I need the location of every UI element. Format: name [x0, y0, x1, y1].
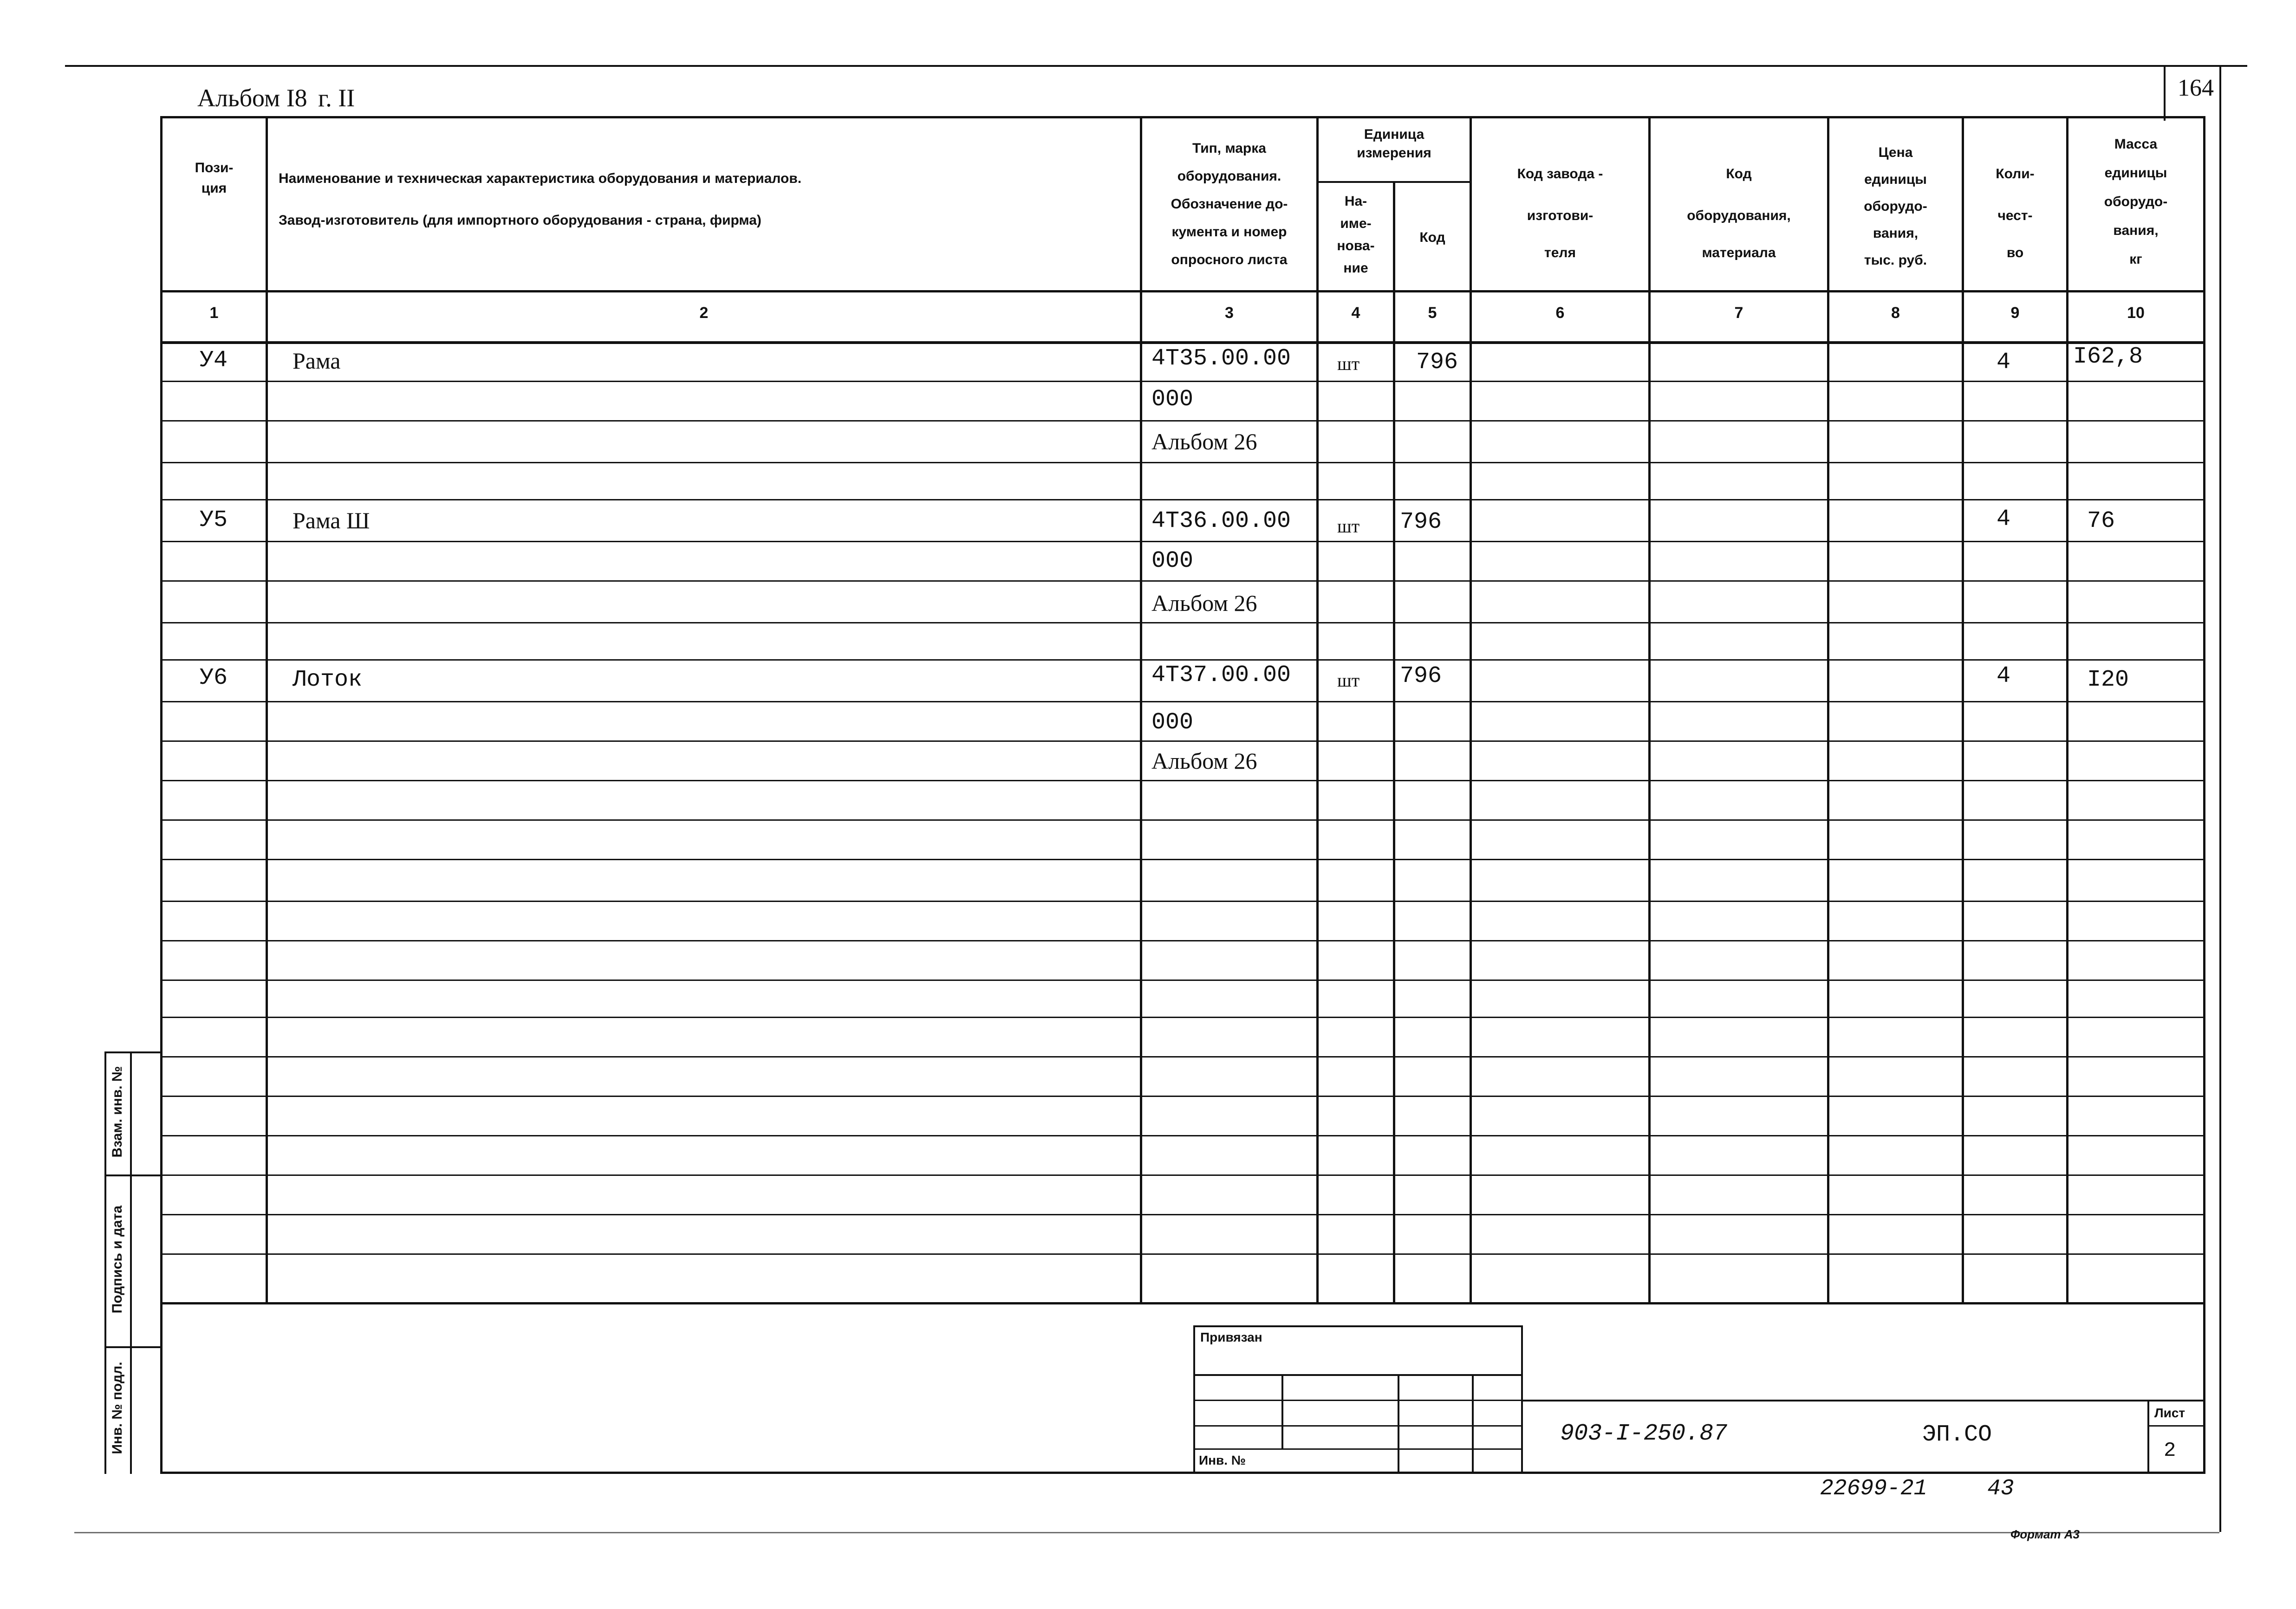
item-unit-code: 796 [1400, 509, 1442, 535]
col-number-8: 8 [1891, 304, 1900, 322]
bound-label: Привязан [1200, 1330, 1262, 1344]
title-block-top [1523, 1400, 2203, 1401]
row-rule [163, 1056, 2203, 1058]
side-stamp-mid [130, 1051, 132, 1474]
row-rule [163, 780, 2203, 781]
header-col7: Код оборудования, материала [1687, 166, 1791, 260]
col-number-4: 4 [1351, 304, 1360, 322]
col-line-1 [266, 116, 268, 1304]
doc-mark: ЭП.СО [1922, 1421, 1992, 1448]
header-unit-group: Единица измерения [1357, 127, 1431, 161]
header-col2: Наименование и техническая характеристика оборудования и материалов. Завод-изготовитель (для импортного оборудования - страна, фирма) [279, 171, 802, 228]
col-line-5 [1470, 116, 1472, 1304]
row-rule [163, 940, 2203, 941]
row-rule [163, 980, 2203, 981]
col-number-10: 10 [2127, 304, 2145, 322]
row-rule [163, 901, 2203, 902]
row-rule [163, 1135, 2203, 1136]
item-unit: шт [1337, 353, 1360, 374]
item-name: Рама [293, 348, 341, 374]
item-mass: I62,8 [2073, 344, 2143, 370]
item-position: У6 [200, 665, 228, 691]
frame-bottom [160, 1472, 2203, 1474]
item-mass: I20 [2087, 667, 2129, 693]
album-number: Альбом I8 [197, 84, 307, 112]
item-unit-code: 796 [1400, 663, 1442, 689]
row-rule [163, 740, 2203, 742]
row-rule [163, 1253, 2203, 1255]
header-col6: Код завода - изготови- теля [1517, 166, 1603, 260]
row-rule [163, 580, 2203, 582]
sheet-box-left [2147, 1400, 2149, 1474]
col-number-1: 1 [209, 304, 219, 322]
header-col5: Код [1419, 230, 1445, 245]
sheet-label: Лист [2154, 1406, 2185, 1420]
item-designation-code: 000 [1151, 548, 1194, 574]
item-unit-code: 796 [1416, 349, 1458, 376]
col-number-2: 2 [699, 304, 709, 322]
bound-vline3 [1472, 1374, 1474, 1474]
item-position: У5 [200, 507, 228, 533]
row-rule [163, 381, 2203, 382]
row-rule [163, 819, 2203, 821]
side-label-replaced-inv: Взам. инв. № [110, 1066, 125, 1158]
unit-group-divider [1316, 181, 1472, 183]
row-rule [163, 622, 2203, 623]
col-line-3 [1316, 116, 1319, 1304]
item-mass: 76 [2087, 508, 2115, 534]
item-name: Рама Ш [293, 507, 370, 533]
bound-vline2 [1398, 1374, 1399, 1474]
item-album: Альбом 26 [1151, 428, 1257, 454]
col-number-3: 3 [1225, 304, 1234, 322]
item-designation: 4Т35.00.00 [1151, 345, 1291, 372]
row-rule [163, 1096, 2203, 1097]
format-label: Формат А3 [2010, 1527, 2080, 1541]
right-frame [2219, 65, 2221, 1532]
header-col1: Пози- ция [195, 160, 234, 196]
album-volume: г. II [318, 84, 355, 112]
page-number-box-left [2164, 65, 2166, 121]
doc-code: 903-I-250.87 [1560, 1421, 1728, 1447]
item-album: Альбом 26 [1151, 590, 1257, 616]
item-album: Альбом 26 [1151, 748, 1257, 774]
row-rule [163, 420, 2203, 422]
body-bottom [160, 1302, 2203, 1304]
item-unit: шт [1337, 516, 1360, 537]
header-col9: Коли- чест- во [1996, 166, 2035, 260]
item-designation-code: 000 [1151, 386, 1194, 413]
col-line-2 [1140, 116, 1142, 1304]
item-quantity: 4 [1997, 349, 2011, 376]
bound-vline1 [1281, 1374, 1283, 1448]
side-label-original-inv: Инв. № подл. [110, 1362, 125, 1454]
col-number-5: 5 [1428, 304, 1437, 322]
col-number-6: 6 [1555, 304, 1565, 322]
row-rule [163, 499, 2203, 500]
header-col4: На- име- нова- ние [1337, 194, 1375, 276]
inv-label: Инв. № [1199, 1453, 1246, 1467]
row-rule [163, 701, 2203, 702]
col-line-7 [1827, 116, 1829, 1304]
item-designation-code: 000 [1151, 709, 1194, 736]
top-rule [65, 65, 2247, 67]
col-line-6 [1648, 116, 1651, 1304]
col-number-9: 9 [2010, 304, 2020, 322]
item-unit: шт [1337, 670, 1360, 691]
item-designation: 4Т36.00.00 [1151, 508, 1291, 534]
item-name: Лоток [293, 667, 363, 693]
col-line-9 [2066, 116, 2068, 1304]
header-col10: Масса единицы оборудо- вания, кг [2104, 136, 2168, 267]
bottom-rule [74, 1532, 2219, 1533]
bottom-reference-page: 43 [1987, 1476, 2014, 1501]
side-stamp-left [104, 1051, 106, 1474]
side-label-signature-date: Подпись и дата [110, 1205, 125, 1314]
col-number-7: 7 [1734, 304, 1743, 322]
bottom-reference: 22699-21 [1820, 1476, 1927, 1501]
col-line-8 [1962, 116, 1964, 1304]
row-rule [163, 659, 2203, 661]
item-quantity: 4 [1997, 506, 2011, 532]
numbers-bottom [160, 341, 2203, 344]
sheet-number: 2 [2164, 1439, 2176, 1462]
album-label [197, 84, 355, 112]
sheet-box-div [2147, 1425, 2203, 1427]
page-number: 164 [2178, 75, 2214, 101]
header-col3: Тип, марка оборудования. Обозначение до- кумента и номер опросного листа [1171, 141, 1288, 267]
row-rule [163, 1017, 2203, 1018]
item-quantity: 4 [1997, 663, 2011, 689]
col-line-10 [2203, 116, 2205, 1474]
item-position: У4 [200, 347, 228, 374]
row-rule [163, 1214, 2203, 1215]
table-top [160, 116, 2203, 118]
header-col8: Цена единицы оборудо- вания, тыс. руб. [1864, 145, 1927, 268]
row-rule [163, 541, 2203, 542]
row-rule [163, 1174, 2203, 1176]
header-bottom [160, 290, 2203, 292]
row-rule [163, 859, 2203, 860]
row-rule [163, 462, 2203, 463]
item-designation: 4Т37.00.00 [1151, 662, 1291, 688]
